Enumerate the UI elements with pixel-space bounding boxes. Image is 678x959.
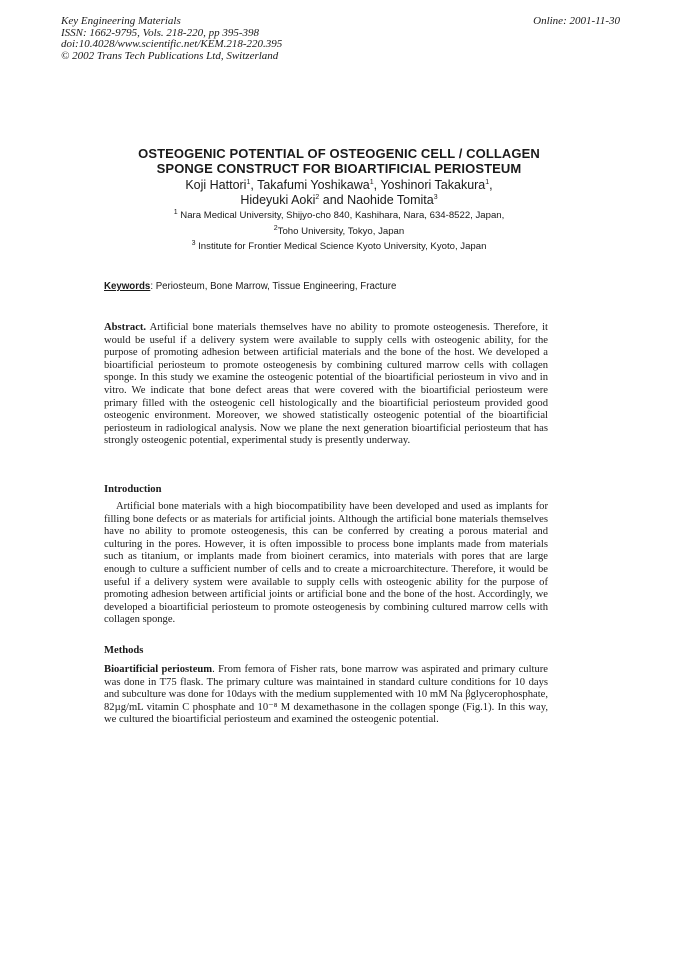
doi-line: doi:10.4028/www.scientific.net/KEM.218-220.395 xyxy=(61,38,283,50)
keywords-text: : Periosteum, Bone Marrow, Tissue Engineering, Fracture xyxy=(150,281,397,292)
paper-title-line-2: SPONGE CONSTRUCT FOR BIOARTIFICIAL PERIOSTEUM xyxy=(156,161,522,176)
abstract-lead: Abstract. xyxy=(104,322,147,333)
affiliation-mark: 1 xyxy=(173,208,178,216)
author-name: Naohide Tomita xyxy=(347,193,434,207)
author-affiliation-mark: 1 xyxy=(246,178,251,186)
copyright-line: © 2002 Trans Tech Publications Ltd, Switzerland xyxy=(61,49,279,62)
author-affiliation-mark: 1 xyxy=(485,178,490,186)
issn-line: ISSN: 1662-9795, Vols. 218-220, pp 395-398 xyxy=(61,26,259,39)
introduction-paragraph: Artificial bone materials with a high biocompatibility have been developed and used as implants for filling bone defects or as materials for artificial joints. Although the artificial bone materials themselves have no ability to promote osteogenesis, this can be conferred by creating a porous material and culturing in the pores. However, it is often impossible to process bone implants made from materials such as titanium, or implants made from bioinert ceramics, into materials with pores that are large enough to culture a sufficient number of cells and to create a microarchitecture. Therefore, it would be useful if a delivery system were available to supply cells with osteogenic ability for the purpose of promoting adhesion between artificial joints or artificial bone and the bone of the host. Accordingly, we developed a bioartificial periosteum to promote osteogenesis by combining cultured marrow cells with collagen sponge. xyxy=(104,501,548,626)
methods-section xyxy=(104,664,548,727)
affiliation-mark: 3 xyxy=(191,239,196,247)
abstract-section xyxy=(104,322,548,448)
introduction-heading: Introduction xyxy=(104,484,162,495)
author-name: Koji Hattori xyxy=(185,178,247,192)
methods-lead: Bioartificial periosteum xyxy=(104,664,213,675)
paper-title-line-1: OSTEOGENIC POTENTIAL OF OSTEOGENIC CELL / COLLAGEN xyxy=(138,146,540,161)
keywords-label: Keywords xyxy=(104,281,151,292)
abstract-text: Artificial bone materials themselves have no ability to promote osteogenesis. Therefore, it would be useful if a delivery system were available to supply cells with osteogenic ability, for the purpose of promoting adhesion between artificial materials and the bone of the host. We developed a bioartificial periosteum to promote osteogenesis by combining cultured marrow cells with collagen sponge. In this study we examine the osteogenic potential of the bioartificial periosteum in vivo and in vitro. We indicate that bone defect areas that were covered with the bioartificial periosteum were primary filled with the osteogenic cell histologically and the bioartificial periosteum provided good osteogenic environment. Moreover, we showed statistically osteogenic potential of the bioartificial periosteum in radiological analysis. Now we plane the next generation bioartificial periosteum that has strongly osteogenic potential, experimental study is presently underway. xyxy=(104,322,548,447)
methods-text: . From femora of Fisher rats, bone marrow was aspirated and primary culture was done in T75 flask. The primary culture was maintained in standard culture conditions for 10 days and subculture was done for 10days with the medium supplemented with 10 mM Na βglycerophosphate, 82µg/mL vitamin C phosphate and 10⁻⁸ M dexamethasone in the collagen sponge (Fig.1). In this way, we cultured the bioartificial periosteum and examined the osteogenic potential. xyxy=(104,664,548,726)
affiliation xyxy=(100,239,578,255)
journal-header xyxy=(61,16,282,62)
affiliation-text: Nara Medical University, Shijyo-cho 840, Kashihara, Nara, 634-8522, Japan, xyxy=(180,210,505,221)
abstract-paragraph xyxy=(104,322,548,448)
title-block xyxy=(100,146,578,255)
journal-name: Key Engineering Materials xyxy=(61,15,181,27)
affiliation xyxy=(100,208,578,224)
author-list xyxy=(100,178,578,208)
author-name: Yoshinori Takakura xyxy=(380,178,486,192)
online-date: Online: 2001-11-30 xyxy=(533,15,620,27)
author-separator: , xyxy=(373,178,381,192)
author-name: Hideyuki Aoki xyxy=(240,193,316,207)
methods-heading: Methods xyxy=(104,645,144,656)
affiliation-text: Toho University, Tokyo, Japan xyxy=(277,225,405,237)
affiliation-mark: 2 xyxy=(273,224,278,232)
keywords-line xyxy=(104,281,396,292)
author-affiliation-mark: 3 xyxy=(433,193,438,201)
author-separator: and xyxy=(319,193,348,207)
author-separator: , xyxy=(250,178,258,192)
methods-paragraph xyxy=(104,664,548,727)
author-name: Takafumi Yoshikawa xyxy=(257,178,370,192)
affiliation xyxy=(100,224,578,240)
author-affiliation-mark: 1 xyxy=(369,178,374,186)
author-affiliation-mark: 2 xyxy=(315,193,320,201)
affiliation-text: Institute for Frontier Medical Science Kyoto University, Kyoto, Japan xyxy=(198,241,487,252)
introduction-section xyxy=(104,501,548,627)
author-separator: , xyxy=(489,178,493,192)
